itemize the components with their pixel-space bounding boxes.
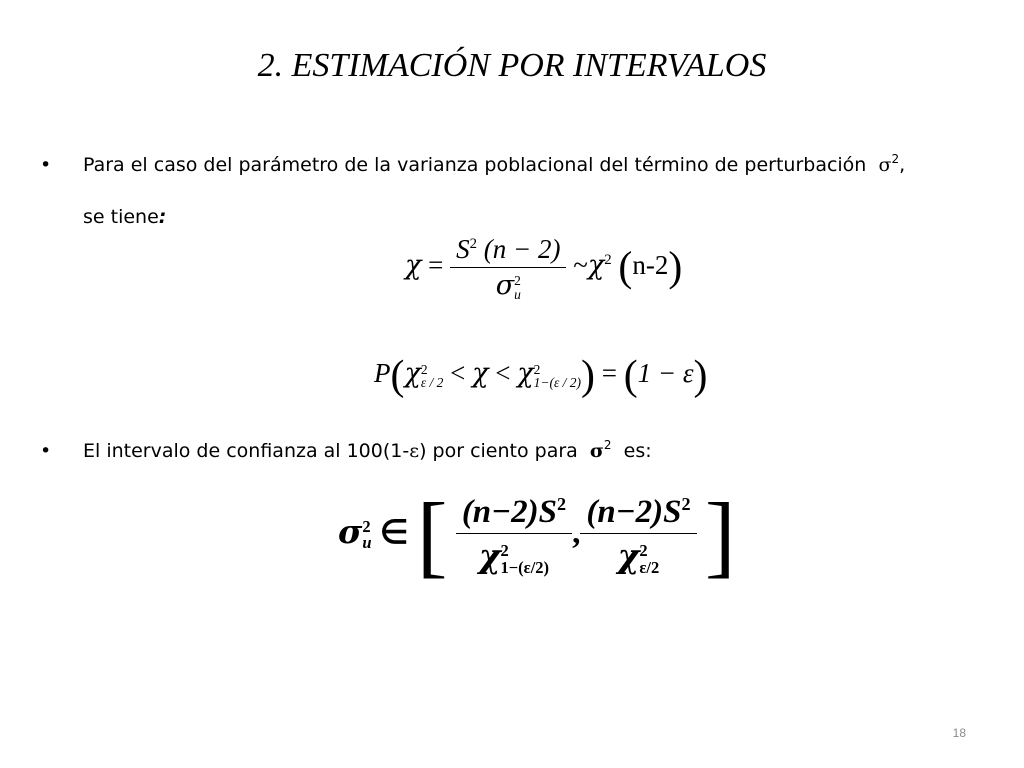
bullet-1-text: Para el caso del parámetro de la varianza poblacional del término de perturbación: [83, 154, 867, 176]
bullet-1-text-2: se tiene: [83, 206, 159, 228]
bullet-1-line-2: [83, 205, 166, 229]
sigma-symbol: σ: [878, 154, 892, 176]
sigma-symbol: σ: [589, 440, 604, 462]
right-bracket: ]: [704, 484, 736, 586]
probability-symbol: P: [374, 358, 391, 389]
bullet-marker: •: [40, 440, 52, 462]
equals-sign: =: [428, 249, 444, 280]
bullet-marker: •: [40, 154, 52, 176]
lower-bound-fraction: $(n-2)S^2$ χ 2 1−(ε/2): [456, 494, 572, 576]
left-bracket: [: [416, 484, 448, 586]
equation-confidence-interval: σ 2 u ∈ [ $(n-2)S^2$ χ 2 1−(ε/2) , $(n-2)S^2$ χ 2 ε/2 ]: [338, 484, 736, 586]
chi-symbol: χ: [405, 249, 422, 281]
comma: ,: [572, 514, 581, 551]
fraction-numerator: $S^2$ (n − 2): [456, 234, 561, 264]
upper-bound-fraction: $(n-2)S^2$ χ 2 ε/2: [580, 494, 696, 576]
equation-chi-distribution: χ = $S^2$ (n − 2) σ 2 u $\sim\chi^2$ (n-2): [405, 234, 683, 302]
degrees-of-freedom: n-2: [632, 249, 669, 280]
bullet-1-line-1: [83, 153, 905, 179]
slide-title: 2. ESTIMACIÓN POR INTERVALOS: [257, 47, 767, 84]
bullet-1-colon: :: [158, 206, 167, 228]
equation-probability: P(χ 2 ε / 2 < χ < χ 2 1−(ε / 2) ) = (1 − ε): [374, 353, 708, 399]
bullet-2-text: El intervalo de confianza al 100(1-: [83, 440, 410, 462]
bullet-2-text-end: es:: [623, 440, 652, 462]
sigma-exponent: 2: [891, 152, 900, 166]
fraction-denominator: σ 2 u: [450, 267, 566, 301]
bullet-1-comma: ,: [899, 154, 906, 176]
epsilon-symbol: ε: [409, 440, 420, 462]
page-number: 18: [952, 726, 966, 740]
chi-symbol: χ: [587, 249, 605, 281]
fraction: [450, 234, 566, 301]
sigma-u-symbol: σ: [338, 511, 363, 551]
bullet-2-text-mid: ) por ciento para: [419, 440, 578, 462]
confidence-level: 1 − ε: [637, 358, 694, 389]
bullet-2: [83, 439, 652, 465]
sigma-exponent: 2: [603, 438, 612, 452]
tilde: ~: [573, 249, 588, 280]
element-of-sign: ∈: [379, 514, 409, 551]
